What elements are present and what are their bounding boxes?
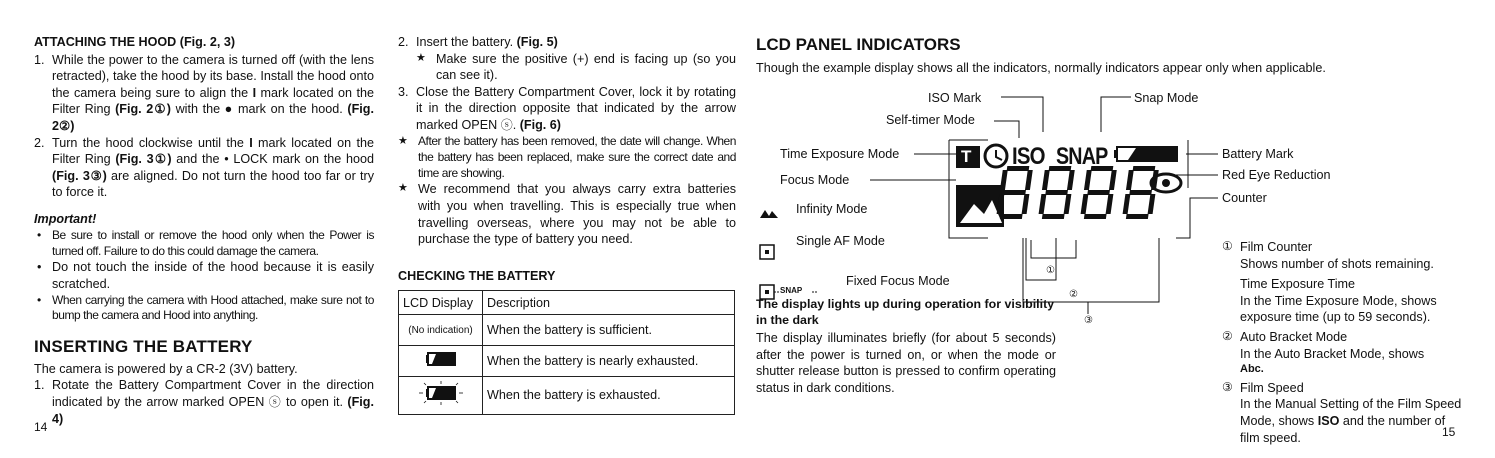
battery-step-2: 2. Insert the battery. (Fig. 5) ★ Make sure the positive (+) end is facing up (so you can see it). — [398, 34, 736, 84]
table-header: LCD Display — [399, 291, 483, 315]
battery-notes — [398, 134, 736, 248]
lcd-digit-segment — [1126, 170, 1134, 190]
checking-heading: CHECKING THE BATTERY — [398, 268, 556, 283]
battery-blinking-icon — [416, 380, 466, 406]
counter-legend — [1222, 239, 1466, 446]
table-cell: When the battery is sufficient. — [483, 315, 735, 346]
lcd-digit-segment — [1123, 194, 1131, 214]
table-cell: (No indication) — [399, 315, 483, 346]
lcd-digit-segment — [1039, 194, 1047, 214]
legend-item: ③ Film Speed In the Manual Setting of the Film Speed Mode, shows ISO and the number of film speed. — [1222, 379, 1462, 445]
middle-column — [398, 34, 736, 415]
lcd-digit-segment — [1067, 170, 1075, 190]
lcd-digit-segment — [1045, 190, 1068, 195]
important-list — [34, 228, 374, 325]
legend-item: ② Auto Bracket Mode In the Auto Bracket Mode, shows Abc. — [1222, 329, 1425, 376]
table-row — [399, 315, 735, 346]
callout-3: ③ — [1084, 315, 1093, 326]
important-item: • Be sure to install or remove the hood only when the Power is turned off. Failure to do this could damage the camera. — [34, 228, 374, 260]
table-cell — [399, 377, 483, 415]
page-number-left: 14 — [34, 420, 48, 434]
lcd-digit-segment — [1081, 194, 1089, 214]
table-header: Description — [483, 291, 735, 315]
display-note-heading: The display lights up during operation for visibility in the dark — [756, 297, 1055, 328]
focus-mode-label: Focus Mode — [780, 173, 850, 187]
callout-1: ① — [1046, 265, 1055, 276]
battery-steps — [398, 34, 736, 134]
battery-note: ★ We recommend that you always carry extra batteries with you when travelling. This is especially true when travelling overseas, where you may not be able to purchase the type of battery you need. — [398, 181, 736, 247]
red-eye-label: Red Eye Reduction — [1222, 168, 1331, 182]
lcd-digit-segment — [1109, 170, 1117, 190]
attach-hood-heading: ATTACHING THE HOOD (Fig. 2, 3) — [34, 35, 236, 49]
single-af-label: Single AF Mode — [796, 234, 885, 248]
table-header-row — [399, 291, 735, 315]
lcd-digit-segment — [1084, 170, 1092, 190]
attach-steps — [34, 52, 374, 201]
battery-half-icon — [424, 352, 458, 366]
lcd-digit-segment — [1000, 170, 1008, 190]
fixed-focus-label: Fixed Focus Mode — [846, 274, 950, 288]
lcd-t-mark: T — [961, 147, 972, 166]
lcd-digit-segment — [1133, 166, 1156, 171]
lcd-digit-segment — [1003, 190, 1026, 195]
battery-table — [398, 290, 735, 415]
legend-item: Time Exposure Time In the Time Exposure Mode, shows exposure time (up to 59 seconds). — [1240, 277, 1437, 325]
battery-step-2-note: ★ Make sure the positive (+) end is facing up (so you can see it). — [416, 51, 736, 84]
lcd-digit-segment — [1042, 170, 1050, 190]
lcd-heading: LCD PANEL INDICATORS — [756, 35, 961, 54]
lcd-digit-segment — [1129, 190, 1152, 195]
table-cell: When the battery is nearly exhausted. — [483, 346, 735, 377]
page-number-right: 15 — [1442, 425, 1456, 439]
lcd-digit-segment — [1126, 214, 1149, 219]
inserting-heading: INSERTING THE BATTERY — [34, 337, 253, 357]
inserting-intro: The camera is powered by a CR-2 (3V) battery. — [34, 361, 298, 376]
battery-step-3: 3. Close the Battery Compartment Cover, lock it by rotating it in the direction opposite that indicated by the arrow marked OPEN ⓢ. (Fig. 6) — [398, 84, 736, 133]
lcd-digit-segment — [1000, 214, 1023, 219]
display-note-body: The display illuminates briefly (for about 5 seconds) after the power is turned on, or when the mode or shutter release button is pressed to confirm operating status in dark conditions. — [756, 331, 1056, 395]
attach-step-1: 1. While the power to the camera is turned off (with the lens retracted), take the hood by its base. Install the hood onto the camera being sure to align the I mark located on the Filter Ring (Fig. 2①) with the ● mark on the hood. (Fig. 2②) — [34, 52, 374, 134]
legend-item: ① Film Counter Shows number of shots remaining. — [1222, 239, 1434, 271]
attach-step-2: 2. Turn the hood clockwise until the I mark located on the Filter Ring (Fig. 3①) and the • LOCK mark on the hood (Fig. 3③) are aligned. Do not turn the hood too far or try to force it. — [34, 135, 374, 200]
important-item: • When carrying the camera with Hood attached, make sure not to bump the camera and Hood into anything. — [34, 293, 374, 325]
snap-mode-label: Snap Mode — [1134, 91, 1199, 105]
lcd-digit-segment — [1148, 194, 1156, 214]
callout-2: ② — [1069, 289, 1078, 300]
important-item: • Do not touch the inside of the hood because it is easily scratched. — [34, 259, 374, 292]
lcd-digit-segment — [1042, 214, 1065, 219]
lcd-digit-segment — [1025, 170, 1033, 190]
table-cell — [399, 346, 483, 377]
battery-mark-label: Battery Mark — [1222, 147, 1294, 161]
right-column — [756, 34, 1466, 454]
lcd-digit-segment — [1087, 190, 1110, 195]
important-heading: Important! — [34, 212, 97, 227]
battery-note: ★ After the battery has been removed, the date will change. When the battery has been replaced, make sure the correct date and time are showing. — [398, 134, 736, 181]
lcd-iso-mark: ISO — [1012, 143, 1045, 170]
lcd-intro: Though the example display shows all the indicators, normally indicators appear only when applicable. — [756, 61, 1326, 76]
table-row — [399, 377, 735, 415]
table-row — [399, 346, 735, 377]
lcd-digit-segment — [1064, 194, 1072, 214]
open-arrow-icon: ⓢ — [268, 394, 282, 409]
iso-mark-label: ISO Mark — [928, 91, 982, 105]
left-column — [34, 34, 374, 427]
lcd-snap-mark: SNAP — [1056, 143, 1108, 170]
lcd-digit-segment — [1084, 214, 1107, 219]
lcd-digit-segment — [1022, 194, 1030, 214]
table-cell: When the battery is exhausted. — [483, 377, 735, 415]
time-exposure-label: Time Exposure Mode — [780, 147, 900, 161]
inserting-steps — [34, 377, 374, 427]
self-timer-label: Self-timer Mode — [886, 113, 975, 127]
open-arrow-icon: ⓢ — [500, 118, 513, 133]
inserting-step-1: 1. Rotate the Battery Compartment Cover in the direction indicated by the arrow marked OPEN ⓢ to open it. (Fig. 4) — [34, 378, 374, 426]
lcd-digit-segment — [1106, 194, 1114, 214]
snap-small-label: SNAP — [780, 286, 803, 295]
infinity-mode-label: Infinity Mode — [796, 202, 868, 216]
counter-label: Counter — [1222, 191, 1267, 205]
